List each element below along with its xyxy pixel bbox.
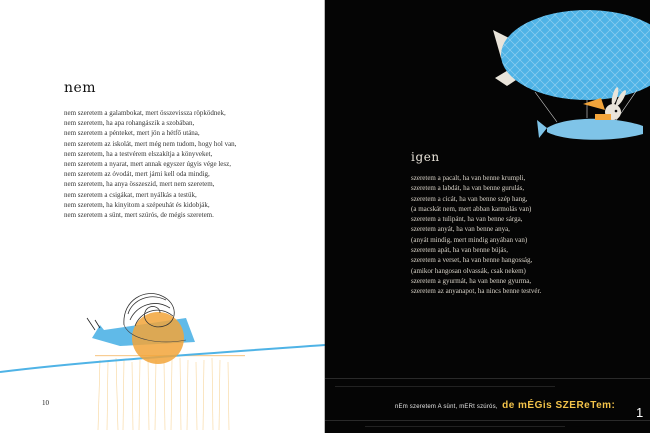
poem-line: nem szeretem a csigákat, mert nyálkás a testük, [64, 190, 197, 199]
left-page-number: 10 [42, 399, 49, 407]
right-page [325, 0, 650, 433]
poem-line: nem szeretem, ha a testvérem elszakítja a könyveket, [64, 149, 213, 158]
left-page-title: nem [64, 80, 97, 96]
closing-line-big: de mÉGis SZEReTem: [502, 400, 616, 411]
poem-line: nem szeretem a sünt, mert szúrós, de mégis szeretem. [64, 211, 214, 220]
right-page-number: 1 [636, 405, 644, 420]
poem-line: szeretem a gyurmát, ha van benne gyurma, [411, 276, 532, 285]
poem-line: nem szeretem az iskolát, mert még nem tudom, hogy hol van, [64, 139, 237, 148]
poem-line: nem szeretem, ha kinyitom a szépeuhát és kidobják, [64, 200, 210, 209]
poem-line: szeretem a verset, ha van benne hangosság, [411, 256, 533, 265]
poem-line: nem szeretem a nyarat, mert annak egyszer úgyis vége lesz, [64, 160, 231, 169]
closing-line [395, 395, 615, 413]
poem-line: nem szeretem az óvodát, mert járni kell oda mindig, [64, 170, 210, 179]
right-page-title: igen [411, 150, 440, 164]
poem-line: (amikor hangosan olvassák, csak nekem) [411, 266, 526, 275]
closing-line-small: nEm szeretem A sünt, mERt szúrós, [395, 404, 498, 410]
poem-line: nem szeretem, ha apa rohangászik a szobában, [64, 119, 195, 128]
poem-line: nem szeretem a pénteket, mert jön a hétfő utána, [64, 129, 200, 138]
poem-line: (anyát mindig, mert mindig anyában van) [411, 235, 528, 244]
poem-line: szeretem a tulipánt, ha van benne sárga, [411, 215, 523, 224]
poem-line: szeretem anyát, ha van benne anya, [411, 225, 510, 234]
poem-line: (a macskát nem, mert abban karmolás van) [411, 204, 532, 213]
poem-line: nem szeretem, ha anya összeszid, mert nem szeretem, [64, 180, 215, 189]
texture-strip [325, 0, 650, 433]
poem-line: szeretem apát, ha van benne bújás, [411, 246, 508, 255]
poem-line: szeretem a labdát, ha van benne gurulás, [411, 184, 525, 193]
poem-line: szeretem az anyanapot, ha nincs benne testvér. [411, 287, 542, 296]
poem-line: nem szeretem a galambokat, mert összevissza röpködnek, [64, 109, 226, 117]
poem-line: szeretem a cicát, ha van benne szép hang, [411, 194, 528, 203]
poem-line: szeretem a pacalt, ha van benne krumpli, [411, 174, 526, 182]
